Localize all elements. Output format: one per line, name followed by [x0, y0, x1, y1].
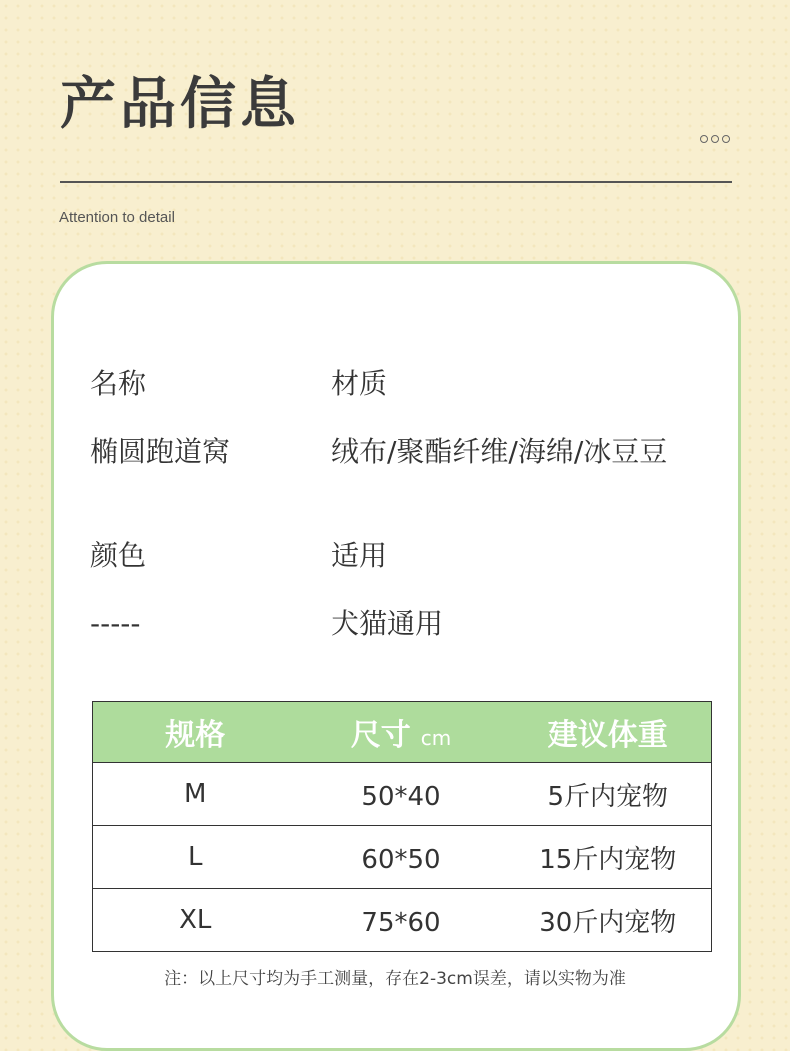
page-title: 产品信息: [60, 72, 300, 137]
usage-label: 适用: [331, 539, 388, 572]
table-header-row: [93, 702, 712, 763]
table-cell-spec: L: [93, 826, 298, 889]
size-spec-table: [92, 701, 712, 952]
color-label: 颜色: [90, 539, 147, 572]
header-divider: [60, 181, 732, 183]
name-value: 椭圆跑道窝: [90, 435, 231, 468]
table-row: [93, 826, 712, 889]
table-cell-size: 60*50: [298, 826, 505, 889]
table-cell-weight: 15斤内宠物: [505, 826, 712, 889]
table-row: [93, 889, 712, 952]
table-cell-weight: 30斤内宠物: [505, 889, 712, 952]
table-cell-size: 75*60: [298, 889, 505, 952]
header-size-label: 尺寸: [350, 718, 411, 753]
material-label: 材质: [331, 367, 388, 400]
measurement-note: 注：以上尺寸均为手工测量，存在2-3cm误差，请以实物为准: [164, 969, 626, 989]
name-label: 名称: [90, 367, 147, 400]
table-cell-weight: 5斤内宠物: [505, 763, 712, 826]
table-cell-spec: M: [93, 763, 298, 826]
color-value: -----: [90, 607, 141, 640]
header-weight: [505, 702, 712, 763]
usage-value: 犬猫通用: [331, 607, 444, 640]
header-weight-label: 建议体重: [547, 718, 668, 753]
size-unit: cm: [420, 726, 452, 750]
three-circles-icon: [700, 135, 730, 143]
material-value: 绒布/聚酯纤维/海绵/冰豆豆: [331, 435, 668, 468]
page-subtitle: Attention to detail: [59, 209, 175, 226]
table-cell-spec: XL: [93, 889, 298, 952]
table-row: [93, 763, 712, 826]
header-size: [298, 702, 505, 763]
table-cell-size: 50*40: [298, 763, 505, 826]
header-spec: [93, 702, 298, 763]
header-spec-label: 规格: [165, 718, 226, 753]
